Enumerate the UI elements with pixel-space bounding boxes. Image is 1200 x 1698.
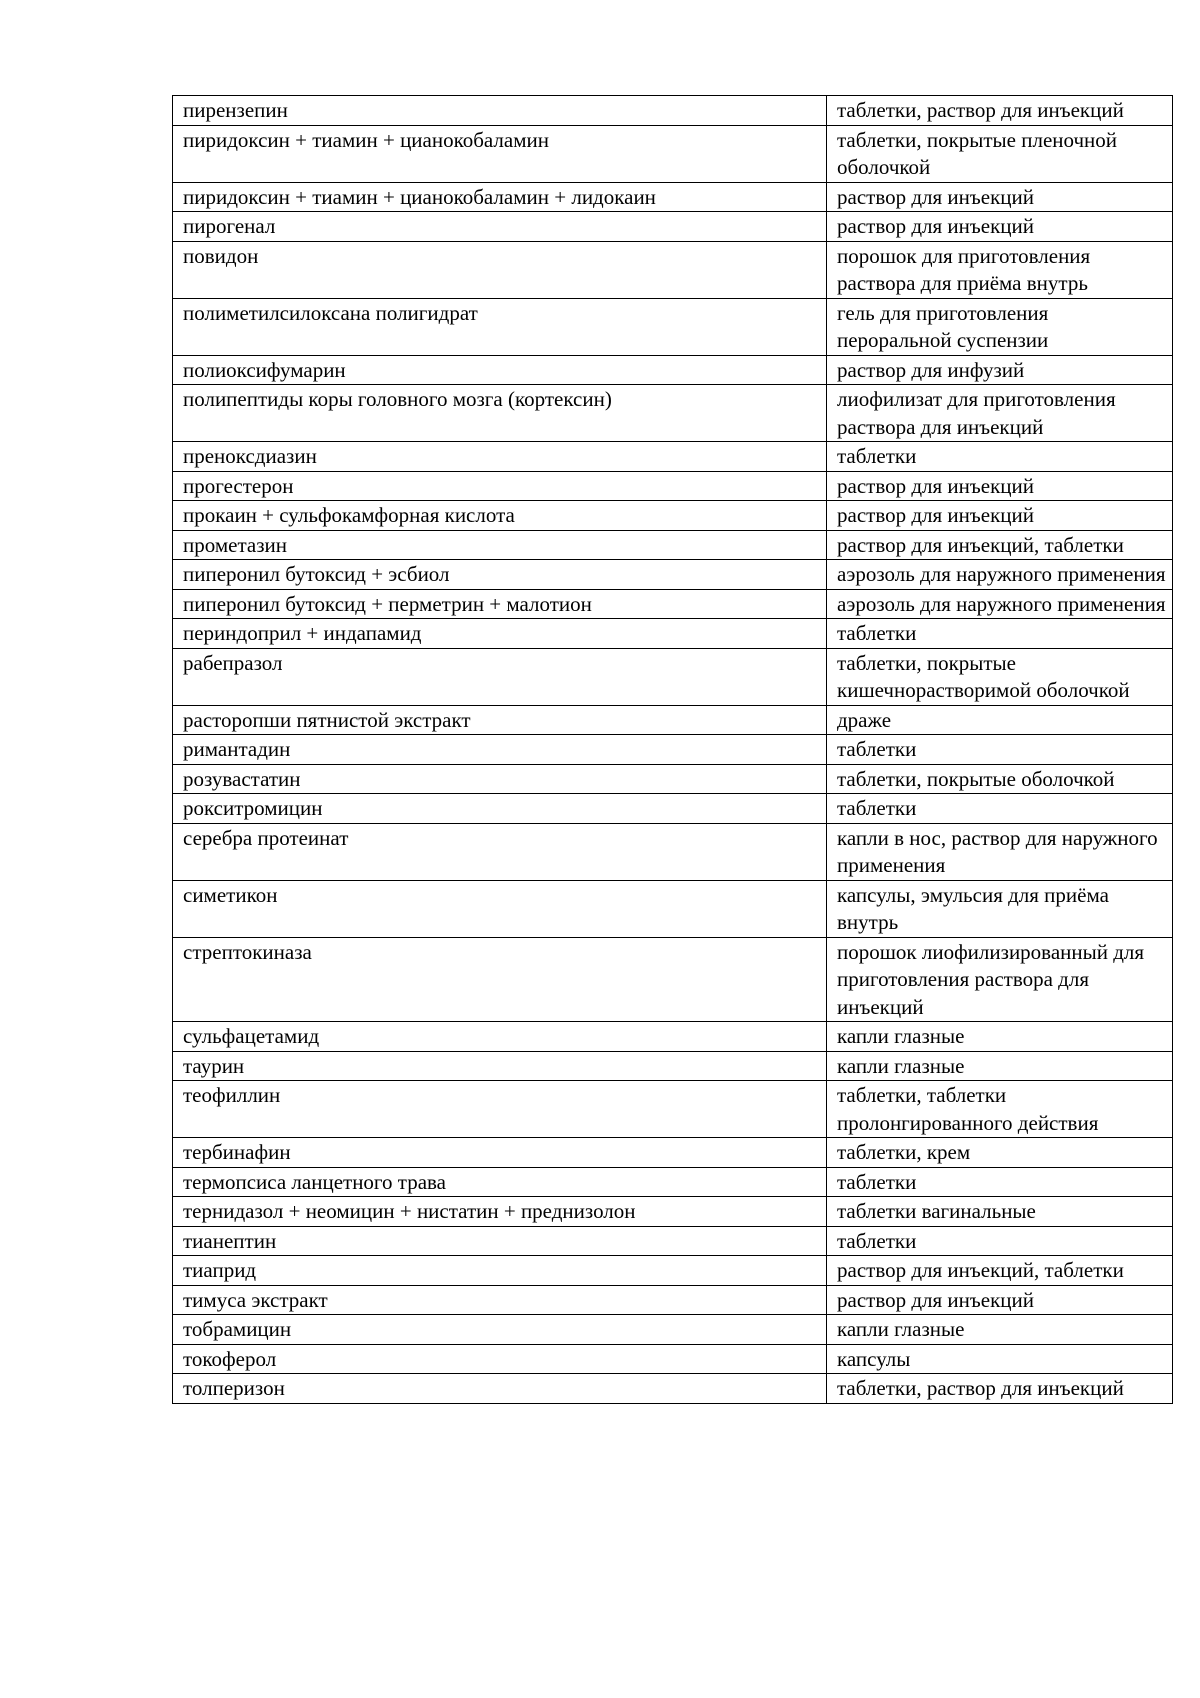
drug-name-cell: серебра протеинат (173, 823, 827, 880)
table-row (173, 471, 1173, 501)
drug-name-cell: симетикон (173, 880, 827, 937)
dosage-form-cell: капли глазные (827, 1315, 1173, 1345)
table-row (173, 125, 1173, 182)
table-row (173, 1256, 1173, 1286)
drug-name-cell: пирогенал (173, 212, 827, 242)
drug-name-cell: тианептин (173, 1226, 827, 1256)
table-row (173, 96, 1173, 126)
table-row (173, 241, 1173, 298)
drug-name-cell: тимуса экстракт (173, 1285, 827, 1315)
table-row (173, 1374, 1173, 1404)
drug-name-cell: полиоксифумарин (173, 355, 827, 385)
table-row (173, 1167, 1173, 1197)
table-row (173, 794, 1173, 824)
table-row (173, 705, 1173, 735)
dosage-form-cell: капли глазные (827, 1022, 1173, 1052)
drug-name-cell: тиаприд (173, 1256, 827, 1286)
dosage-form-cell: лиофилизат для приготовления раствора для инъекций (827, 385, 1173, 442)
table-row (173, 385, 1173, 442)
table-row (173, 560, 1173, 590)
drug-name-cell: прогестерон (173, 471, 827, 501)
dosage-form-cell: порошок лиофилизированный для приготовления раствора для инъекций (827, 937, 1173, 1022)
dosage-form-cell: таблетки (827, 794, 1173, 824)
table-row (173, 937, 1173, 1022)
table-row (173, 442, 1173, 472)
table-row (173, 1315, 1173, 1345)
dosage-form-cell: таблетки (827, 735, 1173, 765)
drug-name-cell: розувастатин (173, 764, 827, 794)
dosage-form-cell: капсулы (827, 1344, 1173, 1374)
drug-name-cell: термопсиса ланцетного трава (173, 1167, 827, 1197)
table-row (173, 530, 1173, 560)
table-row (173, 648, 1173, 705)
table-row (173, 735, 1173, 765)
dosage-form-cell: таблетки, покрытые кишечнорастворимой оболочкой (827, 648, 1173, 705)
drug-name-cell: пиперонил бутоксид + перметрин + малотион (173, 589, 827, 619)
drug-name-cell: преноксдиазин (173, 442, 827, 472)
dosage-form-cell: раствор для инъекций, таблетки (827, 530, 1173, 560)
drug-name-cell: токоферол (173, 1344, 827, 1374)
table-row (173, 1226, 1173, 1256)
table-row (173, 1051, 1173, 1081)
dosage-form-cell: аэрозоль для наружного применения (827, 589, 1173, 619)
drug-name-cell: таурин (173, 1051, 827, 1081)
dosage-form-cell: таблетки, раствор для инъекций (827, 1374, 1173, 1404)
dosage-form-cell: капли в нос, раствор для наружного применения (827, 823, 1173, 880)
table-row (173, 212, 1173, 242)
drug-name-cell: сульфацетамид (173, 1022, 827, 1052)
dosage-form-cell: порошок для приготовления раствора для приёма внутрь (827, 241, 1173, 298)
table-row (173, 823, 1173, 880)
dosage-form-cell: раствор для инъекций (827, 212, 1173, 242)
table-row (173, 1344, 1173, 1374)
table-row (173, 619, 1173, 649)
table-row (173, 764, 1173, 794)
drug-name-cell: повидон (173, 241, 827, 298)
drug-name-cell: римантадин (173, 735, 827, 765)
dosage-form-cell: капли глазные (827, 1051, 1173, 1081)
drug-name-cell: прокаин + сульфокамфорная кислота (173, 501, 827, 531)
drug-name-cell: полипептиды коры головного мозга (кортексин) (173, 385, 827, 442)
table-row (173, 1285, 1173, 1315)
dosage-form-cell: раствор для инфузий (827, 355, 1173, 385)
dosage-form-cell: таблетки, покрытые пленочной оболочкой (827, 125, 1173, 182)
table-row (173, 1022, 1173, 1052)
drug-table (172, 95, 1173, 1404)
dosage-form-cell: таблетки, крем (827, 1138, 1173, 1168)
table-row (173, 1197, 1173, 1227)
dosage-form-cell: таблетки, таблетки пролонгированного действия (827, 1081, 1173, 1138)
dosage-form-cell: таблетки вагинальные (827, 1197, 1173, 1227)
drug-name-cell: теофиллин (173, 1081, 827, 1138)
drug-name-cell: пиперонил бутоксид + эсбиол (173, 560, 827, 590)
drug-name-cell: пиридоксин + тиамин + цианокобаламин + лидокаин (173, 182, 827, 212)
dosage-form-cell: драже (827, 705, 1173, 735)
dosage-form-cell: капсулы, эмульсия для приёма внутрь (827, 880, 1173, 937)
drug-name-cell: периндоприл + индапамид (173, 619, 827, 649)
drug-name-cell: пиридоксин + тиамин + цианокобаламин (173, 125, 827, 182)
dosage-form-cell: гель для приготовления пероральной суспензии (827, 298, 1173, 355)
dosage-form-cell: раствор для инъекций (827, 182, 1173, 212)
drug-name-cell: прометазин (173, 530, 827, 560)
dosage-form-cell: таблетки, покрытые оболочкой (827, 764, 1173, 794)
table-row (173, 182, 1173, 212)
drug-name-cell: рокситромицин (173, 794, 827, 824)
table-row (173, 880, 1173, 937)
drug-name-cell: толперизон (173, 1374, 827, 1404)
dosage-form-cell: раствор для инъекций (827, 501, 1173, 531)
dosage-form-cell: таблетки (827, 442, 1173, 472)
drug-name-cell: расторопши пятнистой экстракт (173, 705, 827, 735)
dosage-form-cell: таблетки (827, 1167, 1173, 1197)
drug-name-cell: тернидазол + неомицин + нистатин + преднизолон (173, 1197, 827, 1227)
drug-name-cell: тербинафин (173, 1138, 827, 1168)
dosage-form-cell: таблетки (827, 1226, 1173, 1256)
drug-name-cell: рабепразол (173, 648, 827, 705)
drug-name-cell: полиметилсилоксана полигидрат (173, 298, 827, 355)
dosage-form-cell: раствор для инъекций (827, 1285, 1173, 1315)
dosage-form-cell: таблетки (827, 619, 1173, 649)
drug-name-cell: стрептокиназа (173, 937, 827, 1022)
dosage-form-cell: раствор для инъекций, таблетки (827, 1256, 1173, 1286)
table-row (173, 589, 1173, 619)
table-row (173, 1138, 1173, 1168)
table-row (173, 298, 1173, 355)
drug-name-cell: пирензепин (173, 96, 827, 126)
dosage-form-cell: раствор для инъекций (827, 471, 1173, 501)
dosage-form-cell: таблетки, раствор для инъекций (827, 96, 1173, 126)
drug-name-cell: тобрамицин (173, 1315, 827, 1345)
drug-table-body (173, 96, 1173, 1404)
table-row (173, 1081, 1173, 1138)
table-row (173, 501, 1173, 531)
table-row (173, 355, 1173, 385)
dosage-form-cell: аэрозоль для наружного применения (827, 560, 1173, 590)
